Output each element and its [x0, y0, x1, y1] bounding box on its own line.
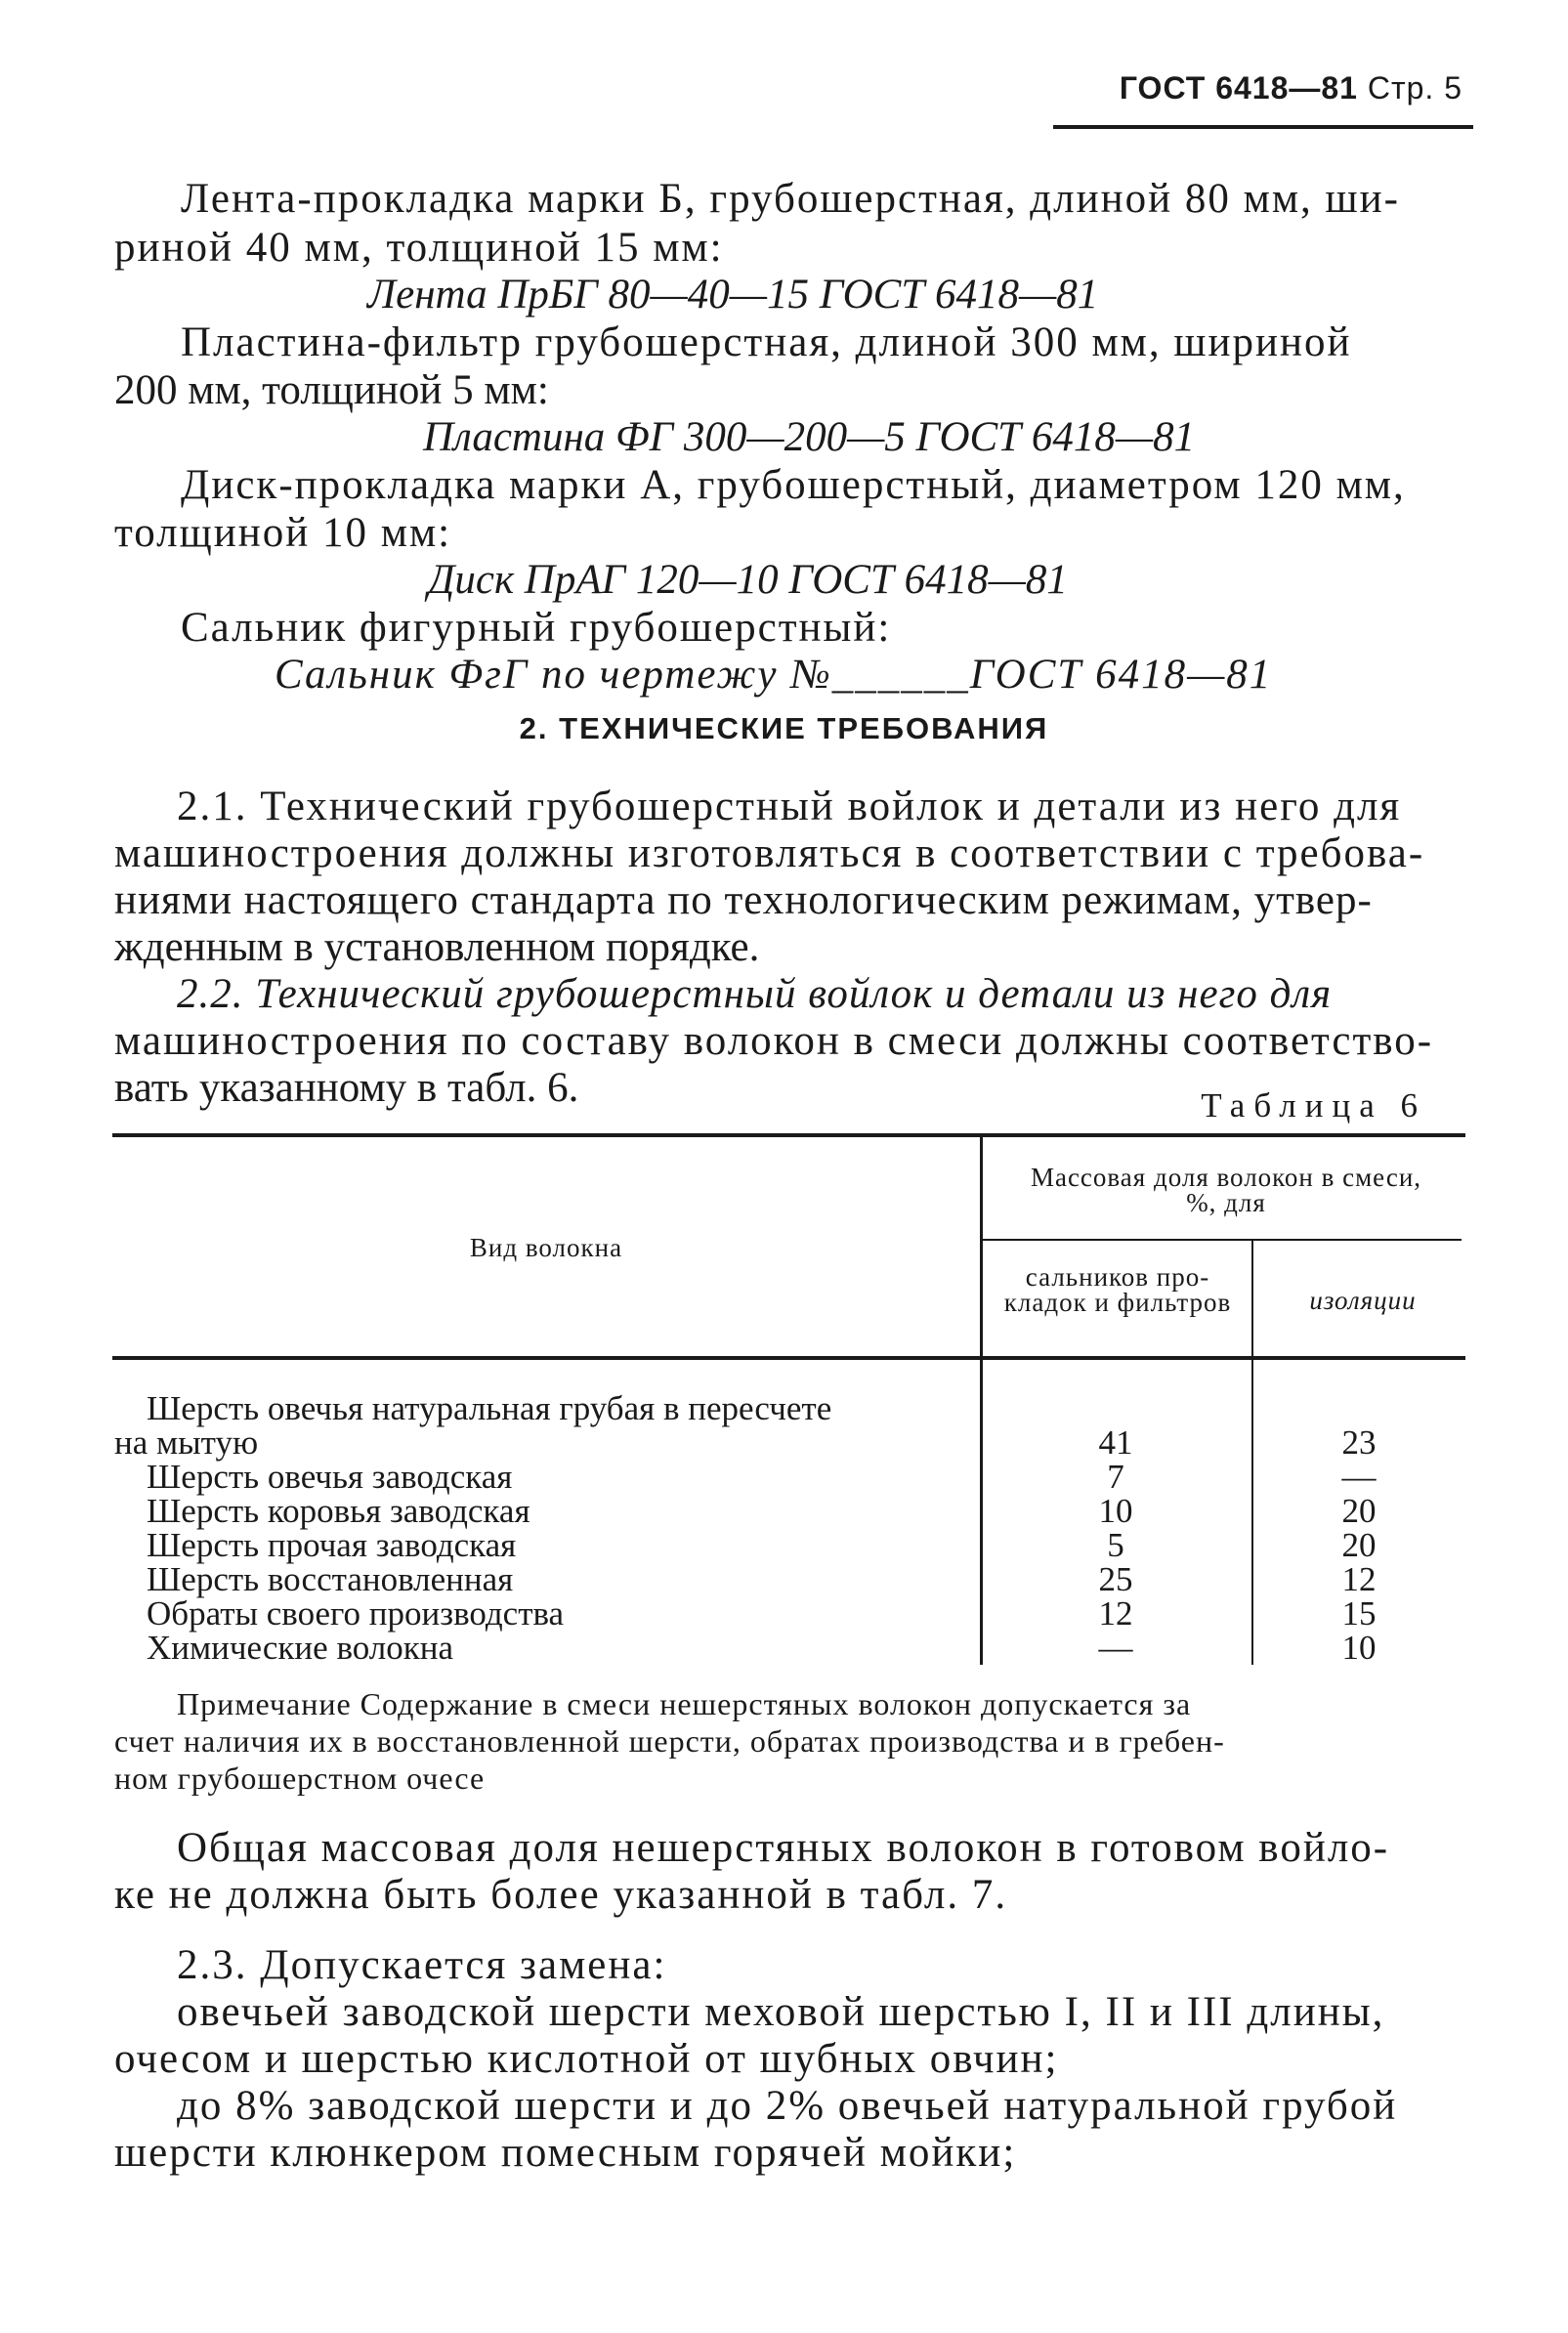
page-header — [1120, 70, 1462, 106]
table-row-3-name: Шерсть коровья заводская — [147, 1492, 530, 1530]
p22-line1: 2.2. Технический грубошерстный войлок и детали из него для — [177, 971, 1333, 1017]
example-3-line2: толщиной 10 мм: — [114, 510, 452, 556]
table-vline-main — [980, 1137, 983, 1665]
table-row-5-name: Шерсть восстановленная — [147, 1560, 514, 1598]
example-3-line1: Диск-прокладка марки А, грубошерстный, диаметром 120 мм, — [181, 462, 1406, 508]
table-row-7-seals: — — [1098, 1629, 1133, 1667]
p21-line4: жденным в установленном порядке. — [114, 924, 760, 970]
note-line3: ном грубошерстном очесе — [114, 1760, 486, 1796]
example-1-line1: Лента-прокладка марки Б, грубошерстная, длиной 80 мм, ши- — [181, 176, 1400, 222]
example-3-designation: Диск ПрАГ 120—10 ГОСТ 6418—81 — [428, 557, 1068, 603]
table-row-3-insulation: 20 — [1341, 1492, 1377, 1530]
table-vline-sub — [1251, 1241, 1253, 1665]
table-row-4-insulation: 20 — [1341, 1526, 1377, 1564]
col-header-group: Массовая доля волокон в смеси, %, для — [1030, 1163, 1422, 1217]
table-row-5-seals: 25 — [1098, 1560, 1133, 1598]
example-4-line1: Сальник фигурный грубошерстный: — [181, 605, 892, 651]
table-row-6-seals: 12 — [1098, 1594, 1133, 1633]
col-header-seals: сальников про- кладок и фильтров — [1003, 1262, 1232, 1317]
p23-line1: 2.3. Допускается замена: — [177, 1942, 667, 1988]
standard-number: ГОСТ 6418—81 — [1119, 70, 1358, 106]
note-line2: счет наличия их в восстановленной шерсти, обратах производства и в гребен- — [114, 1723, 1225, 1759]
p22-line3: вать указанному в табл. 6. — [114, 1065, 579, 1111]
table-header-rule — [112, 1356, 1465, 1360]
table-row-6-name: Обраты своего производства — [147, 1594, 565, 1633]
example-2-line1: Пластина-фильтр грубошерстная, длиной 300 мм, шириной — [181, 319, 1352, 365]
example-1-line2: риной 40 мм, толщиной 15 мм: — [114, 225, 724, 271]
table-row-7-insulation: 10 — [1341, 1629, 1377, 1667]
col-header-insulation: изоляции — [1309, 1286, 1417, 1315]
example-1-designation: Лента ПрБГ 80—40—15 ГОСТ 6418—81 — [367, 272, 1099, 318]
table-row-2-seals: 7 — [1107, 1458, 1124, 1496]
p23-line5: шерсти клюнкером помесным горячей мойки; — [114, 2130, 1017, 2176]
col-header-fiber: Вид волокна — [469, 1233, 623, 1262]
p21-line1: 2.1. Технический грубошерстный войлок и детали из него для — [177, 784, 1402, 829]
p23-line4: до 8% заводской шерсти и до 2% овечьей натуральной грубой — [177, 2083, 1398, 2129]
example-4-designation: Сальник ФгГ по чертежу №______ГОСТ 6418—81 — [275, 652, 1273, 698]
note-line1: Примечание Содержание в смеси нешерстяных волокон допускается за — [177, 1686, 1192, 1721]
table-row-3-seals: 10 — [1098, 1492, 1133, 1530]
p22-line2: машиностроения по составу волокон в смеси должны соответство- — [114, 1018, 1434, 1064]
p-total-line2: ке не должна быть более указанной в табл. 7. — [114, 1872, 1008, 1918]
table-row-4-seals: 5 — [1107, 1526, 1124, 1564]
p23-line2: овечьей заводской шерсти меховой шерстью I, II и III длины, — [177, 1989, 1385, 2035]
table-row-2-insulation: — — [1341, 1458, 1377, 1496]
table-row-4-name: Шерсть прочая заводская — [147, 1526, 517, 1564]
p23-line3: очесом и шерстью кислотной от шубных овчин; — [114, 2036, 1059, 2082]
table-row-6-insulation: 15 — [1341, 1594, 1377, 1633]
table-row-1-seals: 41 — [1098, 1423, 1133, 1462]
example-2-designation: Пластина ФГ 300—200—5 ГОСТ 6418—81 — [423, 414, 1196, 460]
page-number: Стр. 5 — [1367, 70, 1462, 106]
table-title: Таблица 6 — [1201, 1086, 1426, 1124]
example-2-line2: 200 мм, толщиной 5 мм: — [114, 367, 549, 413]
p-total-line1: Общая массовая доля нешерстяных волокон в готовом войло- — [177, 1825, 1390, 1871]
table-row-7-name: Химические волокна — [147, 1629, 454, 1667]
table-row-1-insulation: 23 — [1341, 1423, 1377, 1462]
p21-line3: ниями настоящего стандарта по технологическим режимам, утвер- — [114, 877, 1373, 923]
table-row-1-name-cont: на мытую — [114, 1423, 259, 1462]
header-rule — [1053, 125, 1473, 129]
p21-line2: машиностроения должны изготовляться в соответствии с требова- — [114, 830, 1425, 876]
table-row-2-name: Шерсть овечья заводская — [147, 1458, 513, 1496]
section-title: 2. ТЕХНИЧЕСКИЕ ТРЕБОВАНИЯ — [519, 711, 1049, 745]
table-top-rule — [112, 1133, 1465, 1137]
table-row-1-name: Шерсть овечья натуральная грубая в пересчете — [147, 1389, 832, 1427]
table-row-5-insulation: 12 — [1341, 1560, 1377, 1598]
table-subheader-rule — [983, 1239, 1462, 1241]
